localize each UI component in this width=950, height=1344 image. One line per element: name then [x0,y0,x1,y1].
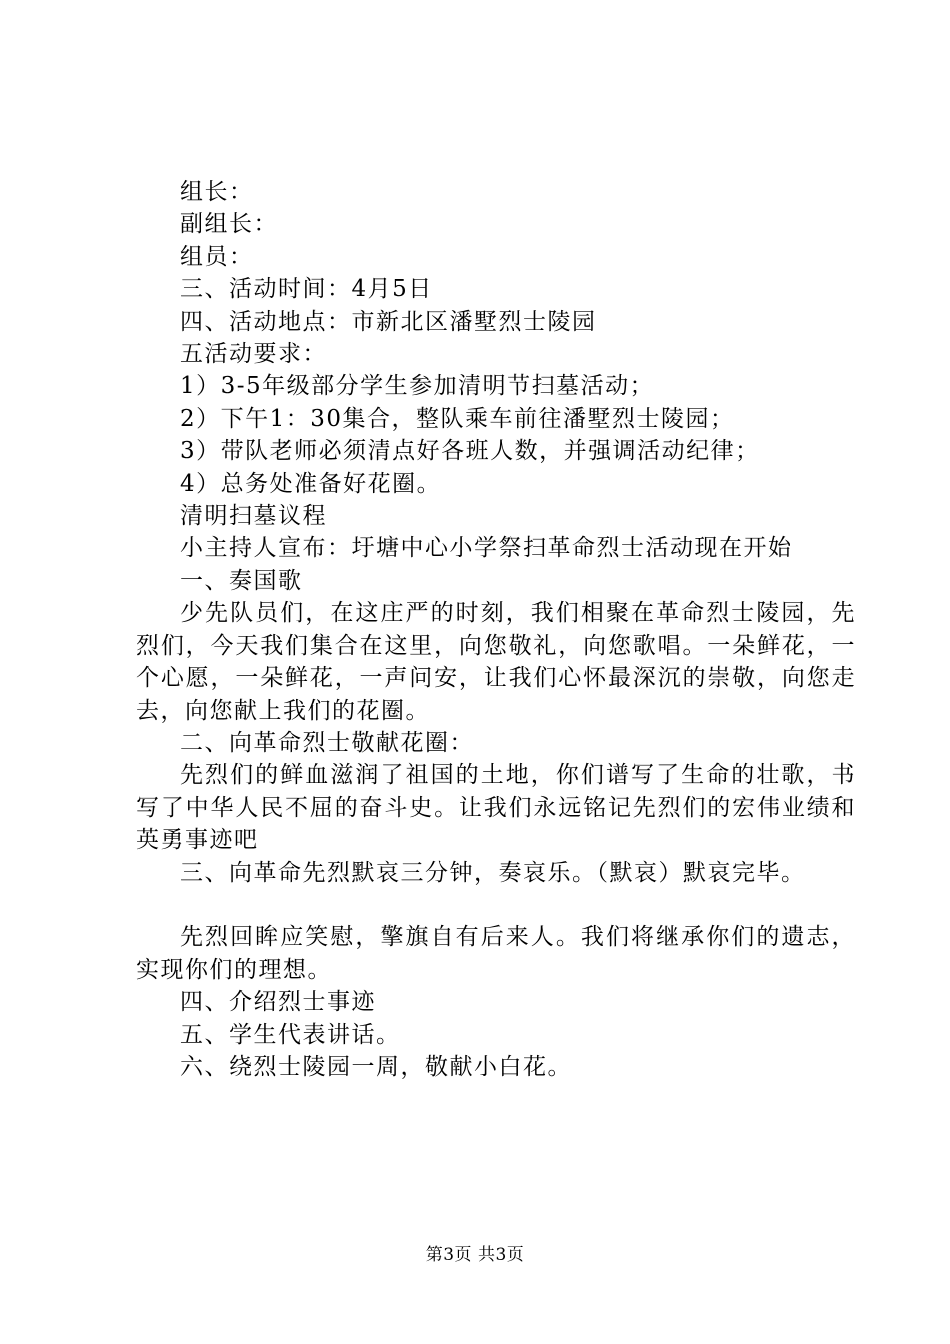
activity-time-line: 三、活动时间：4月5日 [180,276,433,303]
requirement-item-2: 2）下午1：30集合，整队乘车前往潘墅烈士陵园； [180,405,735,432]
host-announcement: 小主持人宣布：圩塘中心小学祭扫革命烈士活动现在开始 [180,535,793,562]
document-body [136,176,856,1083]
agenda-step-3: 三、向革命先烈默哀三分钟，奏哀乐。（默哀）默哀完毕。 [180,859,806,886]
agenda-step-1: 一、奏国歌 [180,567,303,594]
vice-leader-line: 副组长： [180,211,278,238]
agenda-heading: 清明扫墓议程 [180,503,327,530]
requirements-heading: 五活动要求： [180,341,327,368]
leader-line: 组长： [180,179,254,205]
agenda-step-2: 二、向革命烈士敬献花圈： [180,729,474,756]
requirement-item-4: 4）总务处准备好花圈。 [180,470,442,497]
requirement-item-1: 1）3-5年级部分学生参加清明节扫墓活动； [180,373,655,400]
requirement-item-3: 3）带队老师必须清点好各班人数，并强调活动纪律； [180,438,760,465]
paragraph-tribute: 少先队员们，在这庄严的时刻，我们相聚在革命烈士陵园，先烈们，今天我们集合在这里，向您敬礼，向您歌唱。一朵鲜花，一个心愿，一朵鲜花，一声问安，让我们心怀最深沉的崇敬，向您走去，向您献上我们的花圈。 [136,600,856,724]
agenda-step-4: 四、介绍烈士事迹 [180,989,376,1016]
blank-line [136,889,856,921]
paragraph-inheritance: 先烈回眸应笑慰，擎旗自有后来人。我们将继承你们的遗志，实现你们的理想。 [136,924,856,983]
agenda-step-6: 六、绕烈士陵园一周，敬献小白花。 [180,1053,572,1080]
activity-place-line: 四、活动地点：市新北区潘墅烈士陵园 [180,308,597,335]
agenda-step-5: 五、学生代表讲话。 [180,1021,401,1048]
paragraph-remembrance: 先烈们的鲜血滋润了祖国的土地，你们谱写了生命的壮歌，书写了中华人民不屈的奋斗史。让我们永远铭记先烈们的宏伟业绩和英勇事迹吧 [136,762,856,854]
page-number-label: 第3页 共3页 [425,1245,525,1265]
members-line: 组员： [180,243,254,270]
page-footer [0,1243,950,1267]
